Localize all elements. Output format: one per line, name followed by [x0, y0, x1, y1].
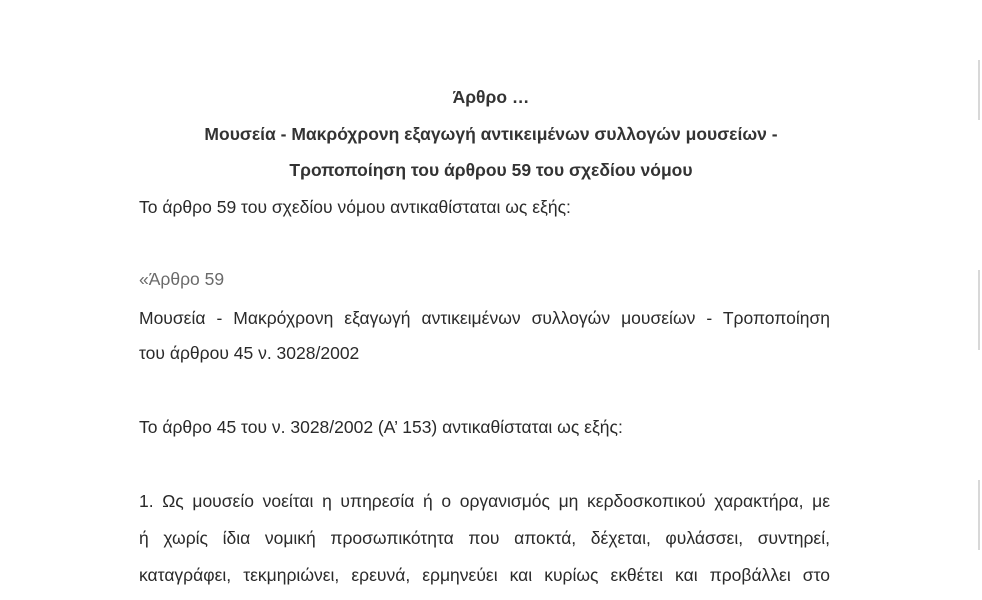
scan-edge-mark — [978, 480, 980, 550]
quoted-article-heading: «Άρθρο 59 — [139, 269, 225, 289]
quoted-title-line-1: Μουσεία - Μακρόχρονη εξαγωγή αντικειμένων συλλογών μουσείων - Τροποποίηση — [139, 308, 830, 328]
scan-edge-mark — [978, 270, 980, 350]
paragraph-1-line-3: καταγράφει, τεκμηριώνει, ερευνά, ερμηνεύει και κυρίως εκθέτει και προβάλλει στο — [139, 565, 830, 585]
article-title-line-1: Μουσεία - Μακρόχρονη εξαγωγή αντικειμένων συλλογών μουσείων - — [204, 124, 778, 144]
article-heading: Άρθρο … — [452, 87, 530, 107]
replacement-intro: Το άρθρο 45 του ν. 3028/2002 (Α’ 153) αντικαθίσταται ως εξής: — [139, 417, 623, 437]
scan-edge-mark — [978, 60, 980, 120]
paragraph-1-line-1: 1. Ως μουσείο νοείται η υπηρεσία ή ο οργανισμός μη κερδοσκοπικού χαρακτήρα, με — [139, 491, 830, 511]
intro-text: Το άρθρο 59 του σχεδίου νόμου αντικαθίσταται ως εξής: — [139, 197, 571, 217]
quoted-title-line-2: του άρθρου 45 ν. 3028/2002 — [139, 343, 360, 363]
article-title-line-2: Τροποποίηση του άρθρου 59 του σχεδίου νόμου — [289, 160, 693, 180]
paragraph-1-line-2: ή χωρίς ίδια νομική προσωπικότητα που αποκτά, δέχεται, φυλάσσει, συντηρεί, — [139, 528, 830, 548]
